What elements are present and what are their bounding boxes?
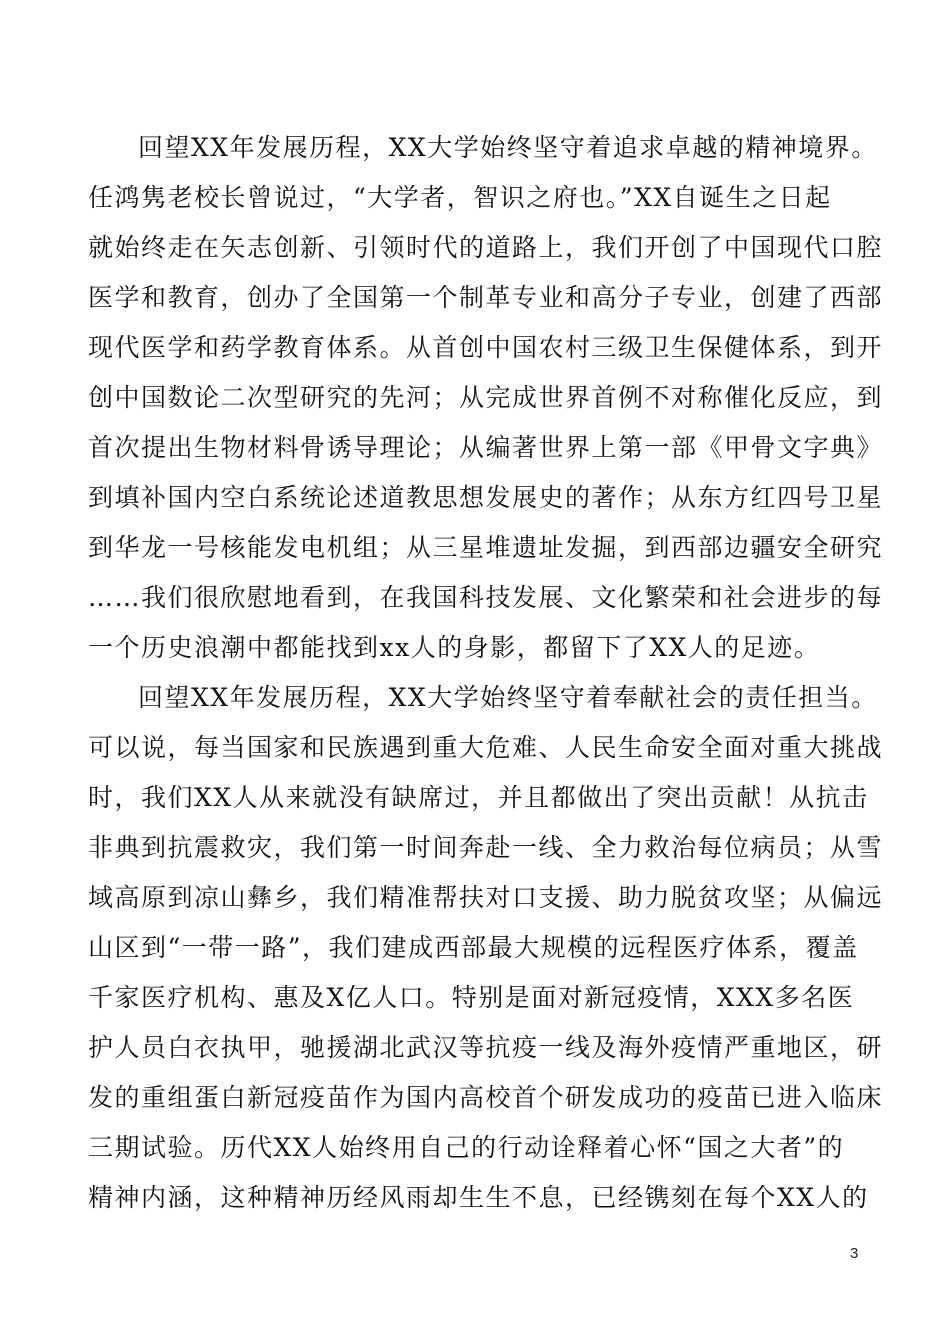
paragraph-2-line-11: 精神内涵，这种精神历经风雨却生生不息，已经镌刻在每个XX人的	[88, 1183, 869, 1212]
paragraph-2-line-9: 发的重组蛋白新冠疫苗作为国内高校首个研发成功的疫苗已进入临床	[88, 1083, 884, 1112]
paragraph-1-line-9: 到华龙一号核能发电机组；从三星堆遗址发掘，到西部边疆安全研究	[88, 533, 884, 562]
paragraph-1-line-4: 医学和教育，创办了全国第一个制革专业和高分子专业，创建了西部	[88, 283, 884, 312]
paragraph-1-line-7: 首次提出生物材料骨诱导理论；从编著世界上第一部《甲骨文字典》	[88, 433, 884, 462]
paragraph-2-line-3: 时，我们XX人从来就没有缺席过，并且都做出了突出贡献！从抗击	[88, 783, 869, 812]
paragraph-1-line-6: 创中国数论二次型研究的先河；从完成世界首例不对称催化反应，到	[88, 383, 884, 412]
paragraph-2-line-8: 护人员白衣执甲，驰援湖北武汉等抗疫一线及海外疫情严重地区，研	[88, 1033, 884, 1062]
page-number: 3	[850, 1245, 859, 1262]
body-text	[88, 123, 884, 1223]
paragraph-2-line-7: 千家医疗机构、惠及X亿人口。特别是面对新冠疫情，XXX多名医	[88, 983, 855, 1012]
paragraph-1-line-3: 就始终走在矢志创新、引领时代的道路上，我们开创了中国现代口腔	[88, 233, 884, 262]
paragraph-2-line-5: 域高原到凉山彝乡，我们精准帮扶对口支援、助力脱贫攻坚；从偏远	[88, 883, 884, 912]
paragraph-2-line-10: 三期试验。历代XX人始终用自己的行动诠释着心怀“国之大者”的	[88, 1133, 845, 1162]
paragraph-2-line-6: 山区到“一带一路”，我们建成西部最大规模的远程医疗体系，覆盖	[88, 933, 859, 962]
paragraph-1-line-8: 到填补国内空白系统论述道教思想发展史的著作；从东方红四号卫星	[88, 483, 884, 512]
paragraph-1-line-5: 现代医学和药学教育体系。从首创中国农村三级卫生保健体系，到开	[88, 333, 884, 362]
paragraph-2-line-1: 回望XX年发展历程，XX大学始终坚守着奉献社会的责任担当。	[138, 683, 878, 712]
paragraph-1-line-10: ……我们很欣慰地看到，在我国科技发展、文化繁荣和社会进步的每	[88, 583, 884, 612]
paragraph-2-line-2: 可以说，每当国家和民族遇到重大危难、人民生命安全面对重大挑战	[88, 733, 884, 762]
paragraph-1-line-1: 回望XX年发展历程，XX大学始终坚守着追求卓越的精神境界。	[138, 133, 878, 162]
paragraph-2-line-4: 非典到抗震救灾，我们第一时间奔赴一线、全力救治每位病员；从雪	[88, 833, 884, 862]
paragraph-1-line-11: 一个历史浪潮中都能找到xx人的身影，都留下了XX人的足迹。	[88, 633, 821, 662]
paragraph-1-line-2: 任鸿隽老校长曾说过，“大学者，智识之府也。”XX自诞生之日起	[88, 183, 832, 212]
